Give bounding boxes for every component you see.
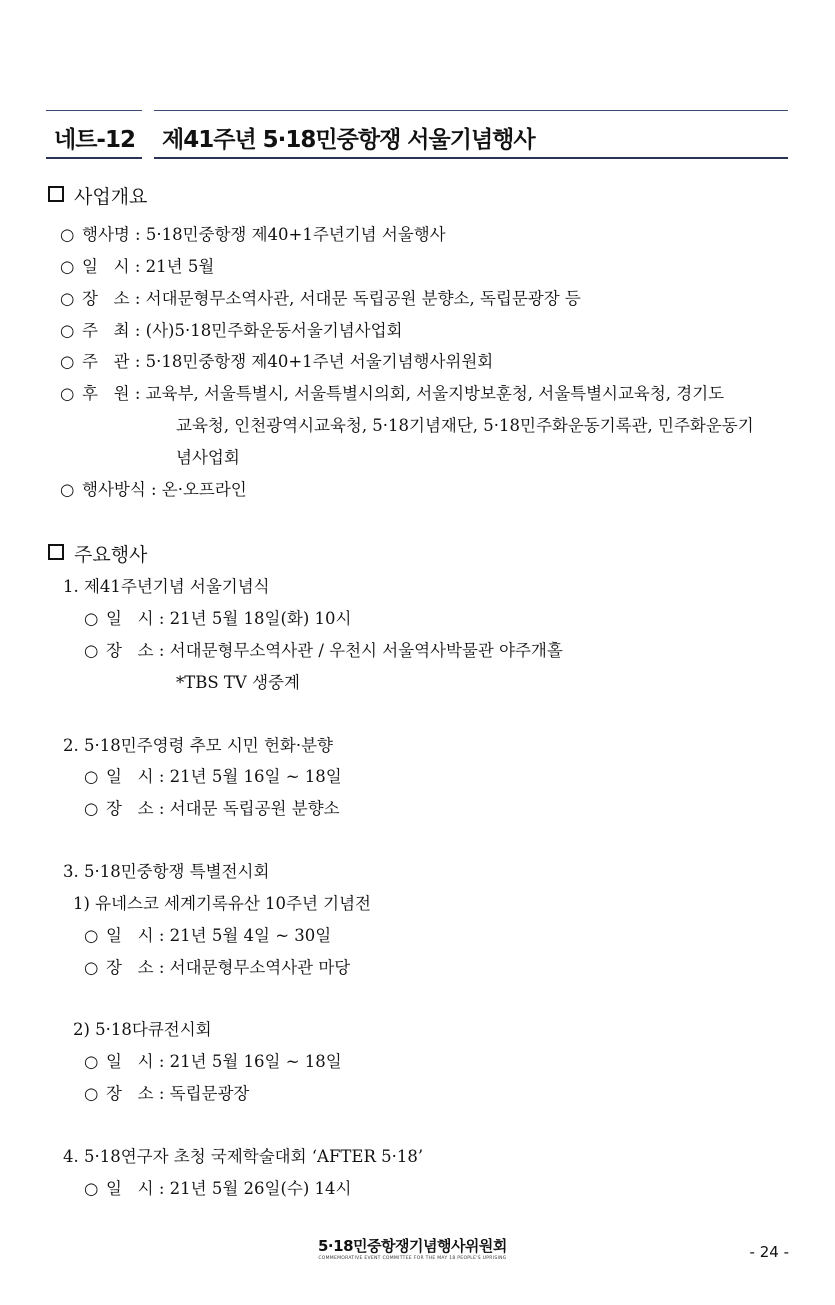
list-item-note: *TBS TV 생중계 xyxy=(176,673,300,692)
list-item: ○ 장 소 : 서대문형무소역사관 마당 xyxy=(84,958,351,977)
list-item: ○ 장 소 : 서대문형무소역사관 / 우천시 서울역사박물관 야주개홀 xyxy=(84,641,563,660)
list-item: ○ 일 시 : 21년 5월 16일 ~ 18일 xyxy=(84,767,342,786)
main-events-heading: 주요행사 xyxy=(48,540,147,567)
list-item: ○ 일 시 : 21년 5월 18일(화) 10시 xyxy=(84,609,352,628)
checkbox-square-icon xyxy=(48,544,64,560)
list-item: ○ 일 시 : 21년 5월 4일 ~ 30일 xyxy=(84,926,332,945)
event-title: 2. 5·18민주영령 추모 시민 헌화·분향 xyxy=(63,736,333,755)
list-item: ○ 장 소 : 독립문광장 xyxy=(84,1084,250,1103)
list-item: ○ 일 시 : 21년 5월 16일 ~ 18일 xyxy=(84,1052,342,1071)
page-number: - 24 - xyxy=(749,1243,789,1261)
list-item-continuation: 념사업회 xyxy=(176,448,240,467)
sub-event-title: 2) 5·18다큐전시회 xyxy=(73,1020,212,1039)
list-item: ○ 일 시 : 21년 5월 26일(수) 14시 xyxy=(84,1179,352,1198)
overview-heading: 사업개요 xyxy=(48,182,147,209)
event-title: 3. 5·18민중항쟁 특별전시회 xyxy=(63,862,270,881)
event-title: 1. 제41주년기념 서울기념식 xyxy=(63,577,270,596)
list-item: ○ 행사방식 : 온·오프라인 xyxy=(60,480,247,499)
logo-sub-text: COMMEMORATIVE EVENT COMMITTEE FOR THE MAY 18 PEOPLE'S UPRISING xyxy=(318,1256,507,1261)
list-item: ○ 장 소 : 서대문 독립공원 분향소 xyxy=(84,799,340,818)
checkbox-square-icon xyxy=(48,186,64,202)
list-item: ○ 장 소 : 서대문형무소역사관, 서대문 독립공원 분향소, 독립문광장 등 xyxy=(60,289,581,308)
list-item-continuation: 교육청, 인천광역시교육청, 5·18기념재단, 5·18민주화운동기록관, 민주화운동기 xyxy=(176,416,754,435)
logo-main-text: 5·18민중항쟁기념행사위원회 xyxy=(318,1237,507,1255)
list-item: ○ 후 원 : 교육부, 서울특별시, 서울특별시의회, 서울지방보훈청, 서울특별시교육청, 경기도 xyxy=(60,384,725,403)
list-item: ○ 주 관 : 5·18민중항쟁 제40+1주년 서울기념행사위원회 xyxy=(60,352,494,371)
list-item: ○ 행사명 : 5·18민중항쟁 제40+1주년기념 서울행사 xyxy=(60,225,446,244)
section-header xyxy=(0,110,835,160)
event-title: 4. 5·18연구자 초청 국제학술대회 ‘AFTER 5·18’ xyxy=(63,1147,424,1166)
section-code: 네트-12 xyxy=(54,127,135,153)
sub-event-title: 1) 유네스코 세계기록유산 10주년 기념전 xyxy=(73,894,371,913)
committee-logo xyxy=(318,1235,507,1261)
page-title: 제41주년 5·18민중항쟁 서울기념행사 xyxy=(162,127,535,153)
list-item: ○ 주 최 : (사)5·18민주화운동서울기념사업회 xyxy=(60,321,403,340)
list-item: ○ 일 시 : 21년 5월 xyxy=(60,257,215,276)
